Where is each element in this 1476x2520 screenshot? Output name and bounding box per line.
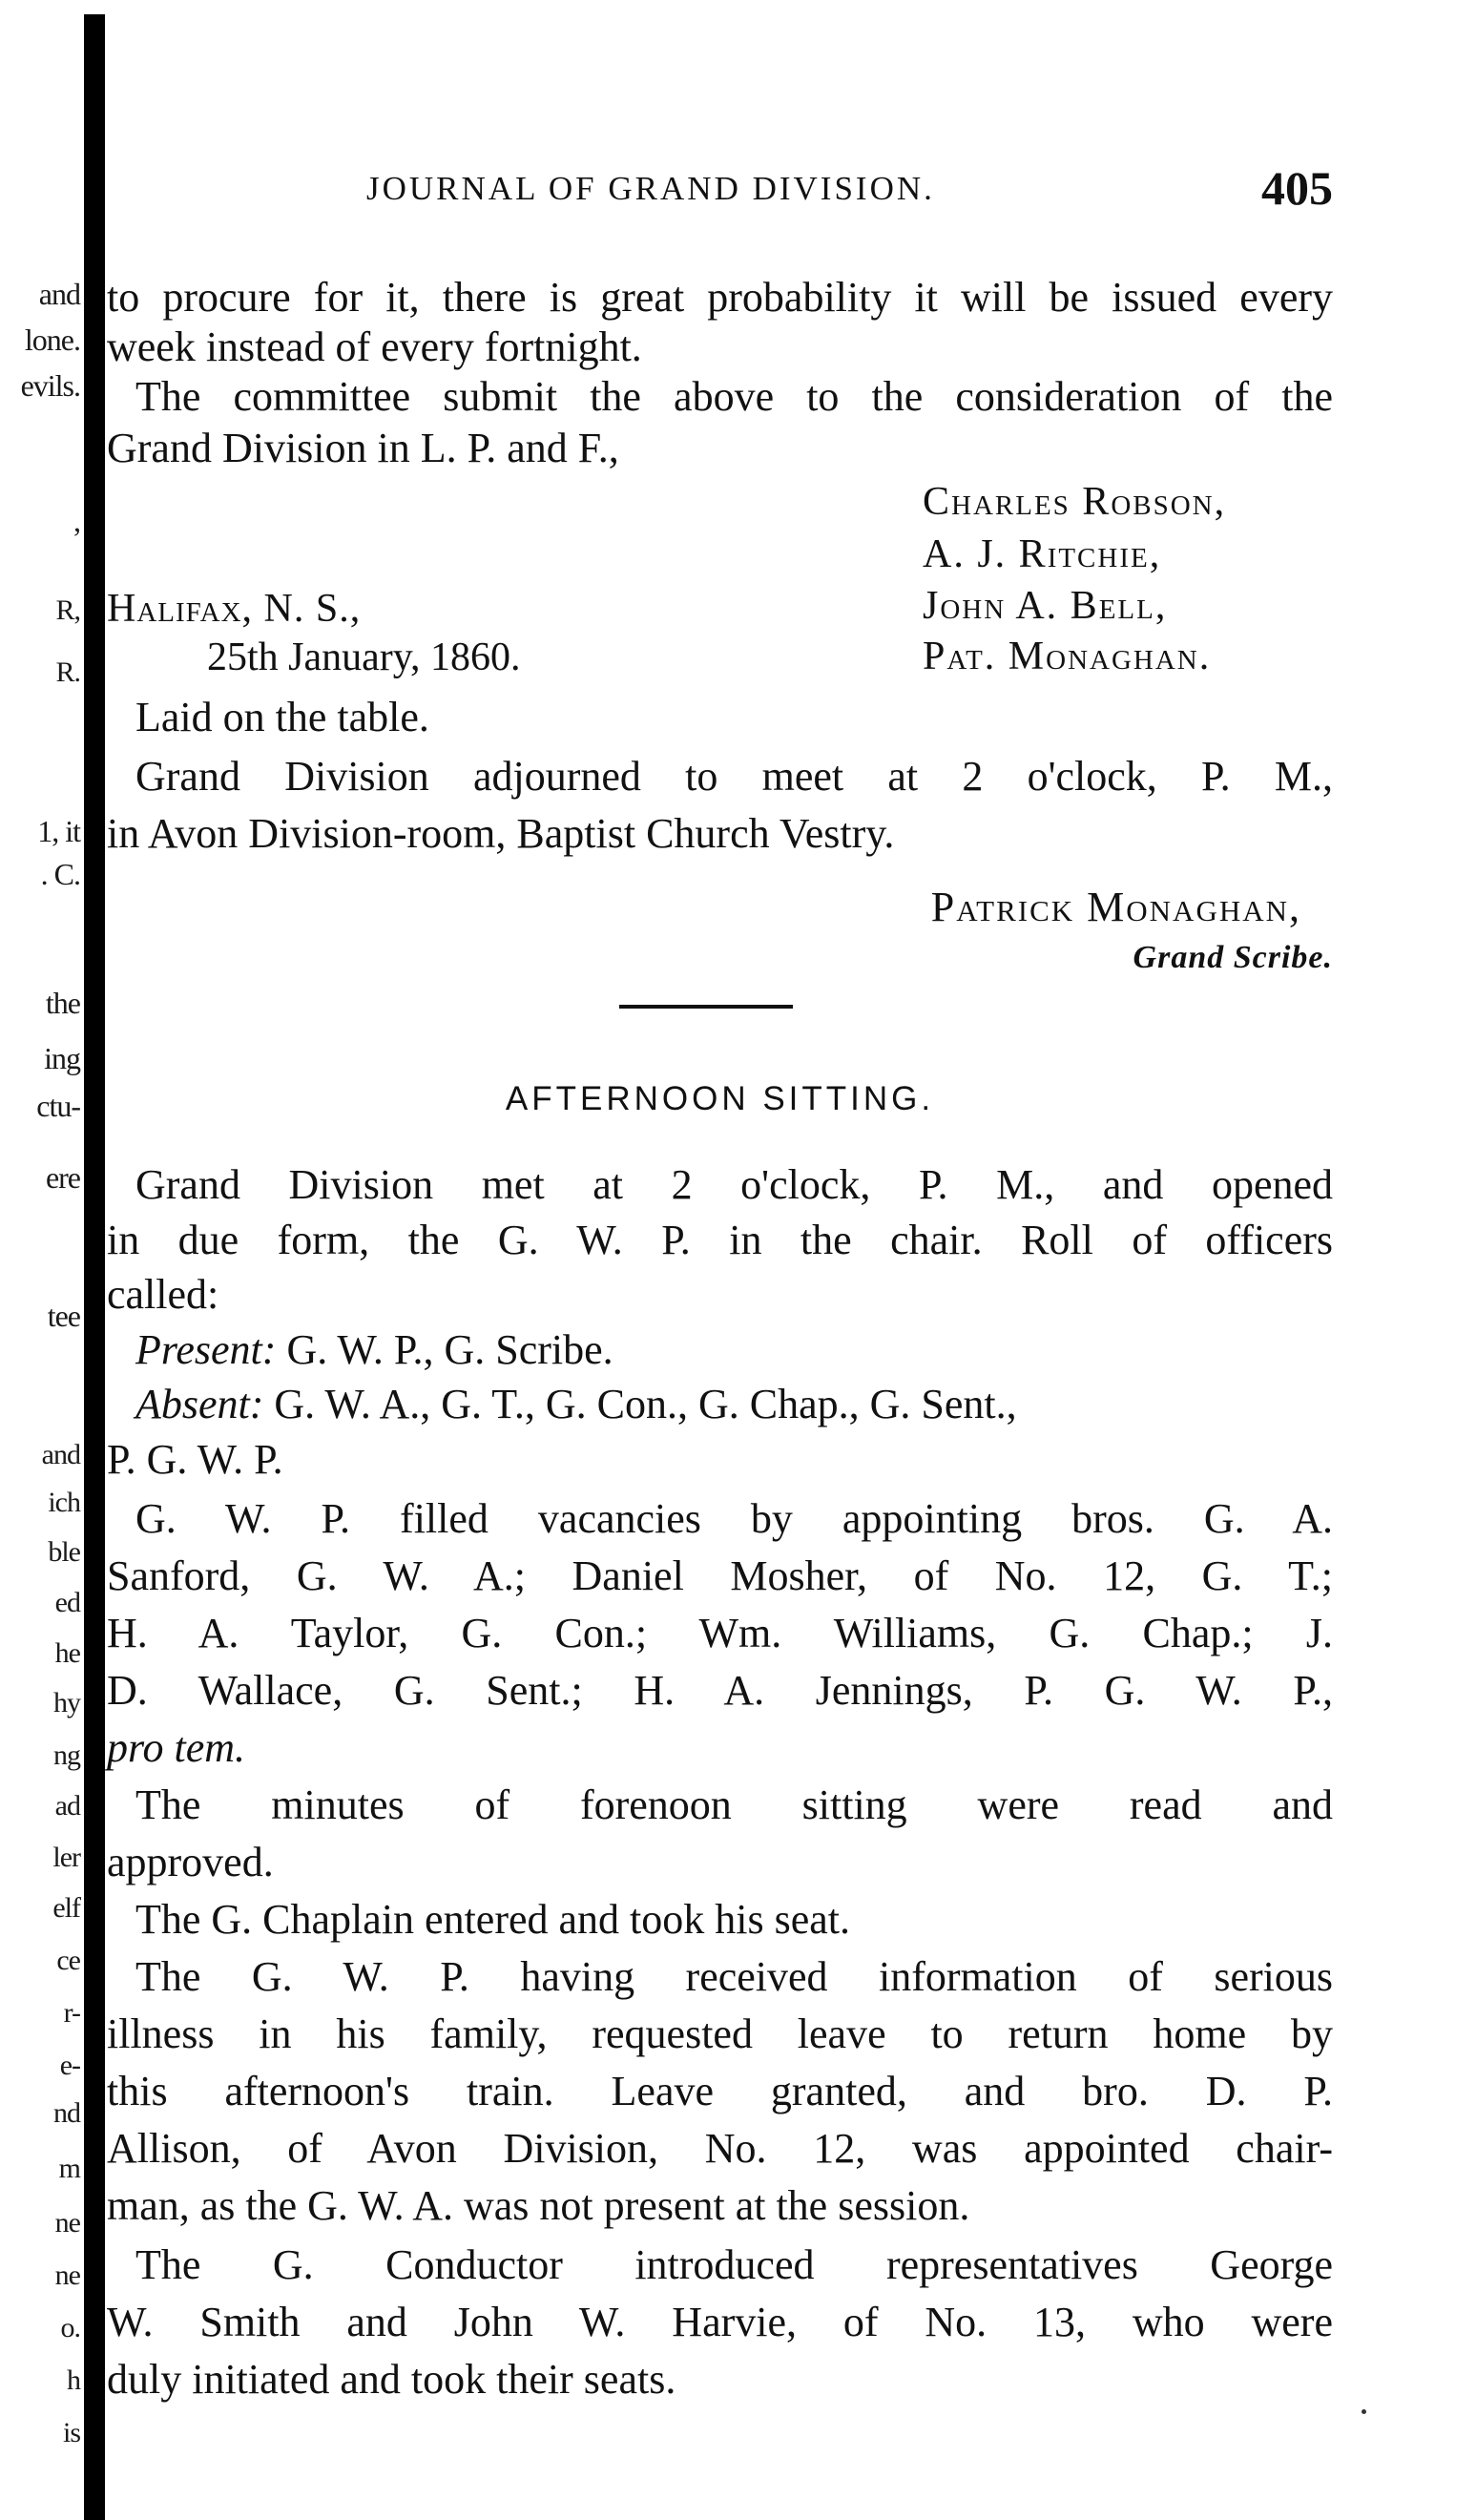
- report-line: The committee submit the above to the consideration of the: [135, 373, 1333, 420]
- page-number: 405: [1261, 161, 1333, 215]
- section-heading: AFTERNOON SITTING.: [505, 1080, 935, 1117]
- margin-fragment: e-: [59, 2050, 80, 2081]
- signature-name: Patrick Monaghan,: [930, 884, 1301, 930]
- absent-text: G. W. A., G. T., G. Con., G. Chap., G. Sent.,: [263, 1381, 1017, 1427]
- margin-fragment: ble: [48, 1536, 80, 1568]
- margin-fragment: ed: [54, 1587, 80, 1618]
- binding-shadow: [84, 14, 105, 2520]
- paragraph-line: H. A. Taylor, G. Con.; Wm. Williams, G. Chap.; J.: [107, 1610, 1333, 1656]
- margin-fragment: m: [58, 2153, 80, 2184]
- present-label: Present:: [135, 1326, 277, 1373]
- signature-title: Grand Scribe.: [1133, 940, 1333, 975]
- margin-fragment: nd: [53, 2097, 80, 2129]
- report-line: to procure for it, there is great probability it will be issued every: [107, 274, 1333, 321]
- section-divider: [619, 1005, 793, 1009]
- paragraph-line: approved.: [107, 1839, 274, 1885]
- signer-name: A. J. Ritchie,: [923, 532, 1162, 576]
- page-body: [107, 0, 1357, 2520]
- margin-fragment: . C.: [40, 857, 80, 891]
- margin-fragment: and: [38, 277, 80, 311]
- signer-name: John A. Bell,: [923, 584, 1168, 628]
- paragraph-line: P. G. W. P.: [107, 1436, 283, 1483]
- margin-fragment: the: [45, 986, 80, 1020]
- margin-fragment: h: [67, 2364, 80, 2396]
- margin-fragment: ,: [73, 504, 80, 538]
- paragraph-line: this afternoon's train. Leave granted, and bro. D. P.: [107, 2068, 1333, 2114]
- margin-fragment: r-: [63, 1997, 80, 2029]
- paragraph-line: The minutes of forenoon sitting were read and: [135, 1781, 1333, 1828]
- margin-fragment: tee: [47, 1299, 80, 1333]
- facing-page-margin-fragments: [0, 0, 84, 2520]
- margin-fragment: ich: [48, 1487, 80, 1518]
- report-place: Halifax, N. S.,: [107, 587, 362, 631]
- margin-fragment: ad: [54, 1790, 80, 1822]
- margin-fragment: hy: [53, 1687, 80, 1718]
- paragraph-line: in due form, the G. W. P. in the chair. Roll of officers: [107, 1217, 1333, 1263]
- absent-line: [135, 1381, 1333, 1427]
- margin-fragment: ne: [54, 2260, 80, 2291]
- margin-fragment: ng: [53, 1739, 80, 1771]
- margin-fragment: ing: [44, 1041, 80, 1075]
- paragraph-line: The G. Conductor introduced representatives George: [135, 2241, 1333, 2288]
- paragraph-line: Sanford, G. W. A.; Daniel Mosher, of No. 12, G. T.;: [107, 1552, 1333, 1599]
- paragraph-line: Allison, of Avon Division, No. 12, was appointed chair-: [107, 2125, 1333, 2172]
- margin-fragment: elf: [52, 1892, 80, 1924]
- adjournment-line: Grand Division adjourned to meet at 2 o'clock, P. M.,: [135, 753, 1333, 800]
- margin-fragment: and: [41, 1439, 80, 1470]
- paragraph-line: The G. W. P. having received information of serious: [135, 1953, 1333, 2000]
- margin-fragment: 1, it: [37, 814, 80, 848]
- running-head: JOURNAL OF GRAND DIVISION.: [366, 170, 935, 207]
- report-line: Grand Division in L. P. and F.,: [107, 425, 619, 471]
- margin-fragment: ler: [52, 1842, 80, 1873]
- paragraph-line: called:: [107, 1271, 219, 1318]
- paragraph-line: Grand Division met at 2 o'clock, P. M., and opened: [135, 1161, 1333, 1208]
- margin-fragment: evils.: [20, 368, 80, 403]
- paragraph-line: G. W. P. filled vacancies by appointing bros. G. A.: [135, 1495, 1333, 1542]
- paragraph-line: The G. Chaplain entered and took his seat.: [135, 1896, 851, 1943]
- paragraph-line: D. Wallace, G. Sent.; H. A. Jennings, P. G. W. P.,: [107, 1667, 1333, 1714]
- report-date: 25th January, 1860.: [207, 635, 521, 679]
- margin-fragment: o.: [60, 2312, 80, 2343]
- paragraph-line: W. Smith and John W. Harvie, of No. 13, who were: [107, 2299, 1333, 2345]
- margin-fragment: R.: [55, 656, 80, 688]
- paragraph-line: man, as the G. W. A. was not present at the session.: [107, 2182, 970, 2229]
- margin-fragment: ce: [56, 1945, 80, 1976]
- margin-fragment: ere: [45, 1160, 80, 1195]
- present-line: [135, 1326, 1333, 1373]
- paragraph-line: pro tem.: [107, 1724, 246, 1771]
- margin-fragment: ne: [54, 2207, 80, 2239]
- adjournment-line: in Avon Division-room, Baptist Church Vestry.: [107, 810, 895, 857]
- signer-name: Charles Robson,: [923, 480, 1227, 524]
- present-text: G. W. P., G. Scribe.: [276, 1326, 613, 1373]
- absent-label: Absent:: [135, 1381, 264, 1427]
- paragraph-line: illness in his family, requested leave to return home by: [107, 2010, 1333, 2057]
- report-line: week instead of every fortnight.: [107, 323, 642, 370]
- laid-on-table: Laid on the table.: [135, 694, 429, 740]
- margin-fragment: ctu-: [36, 1089, 80, 1123]
- margin-fragment: is: [62, 2417, 80, 2448]
- margin-fragment: he: [54, 1637, 80, 1669]
- margin-fragment: lone.: [24, 323, 80, 357]
- ink-speck: [1362, 2409, 1366, 2414]
- signer-name: Pat. Monaghan.: [923, 635, 1212, 678]
- paragraph-line: duly initiated and took their seats.: [107, 2356, 676, 2403]
- margin-fragment: R,: [55, 594, 80, 626]
